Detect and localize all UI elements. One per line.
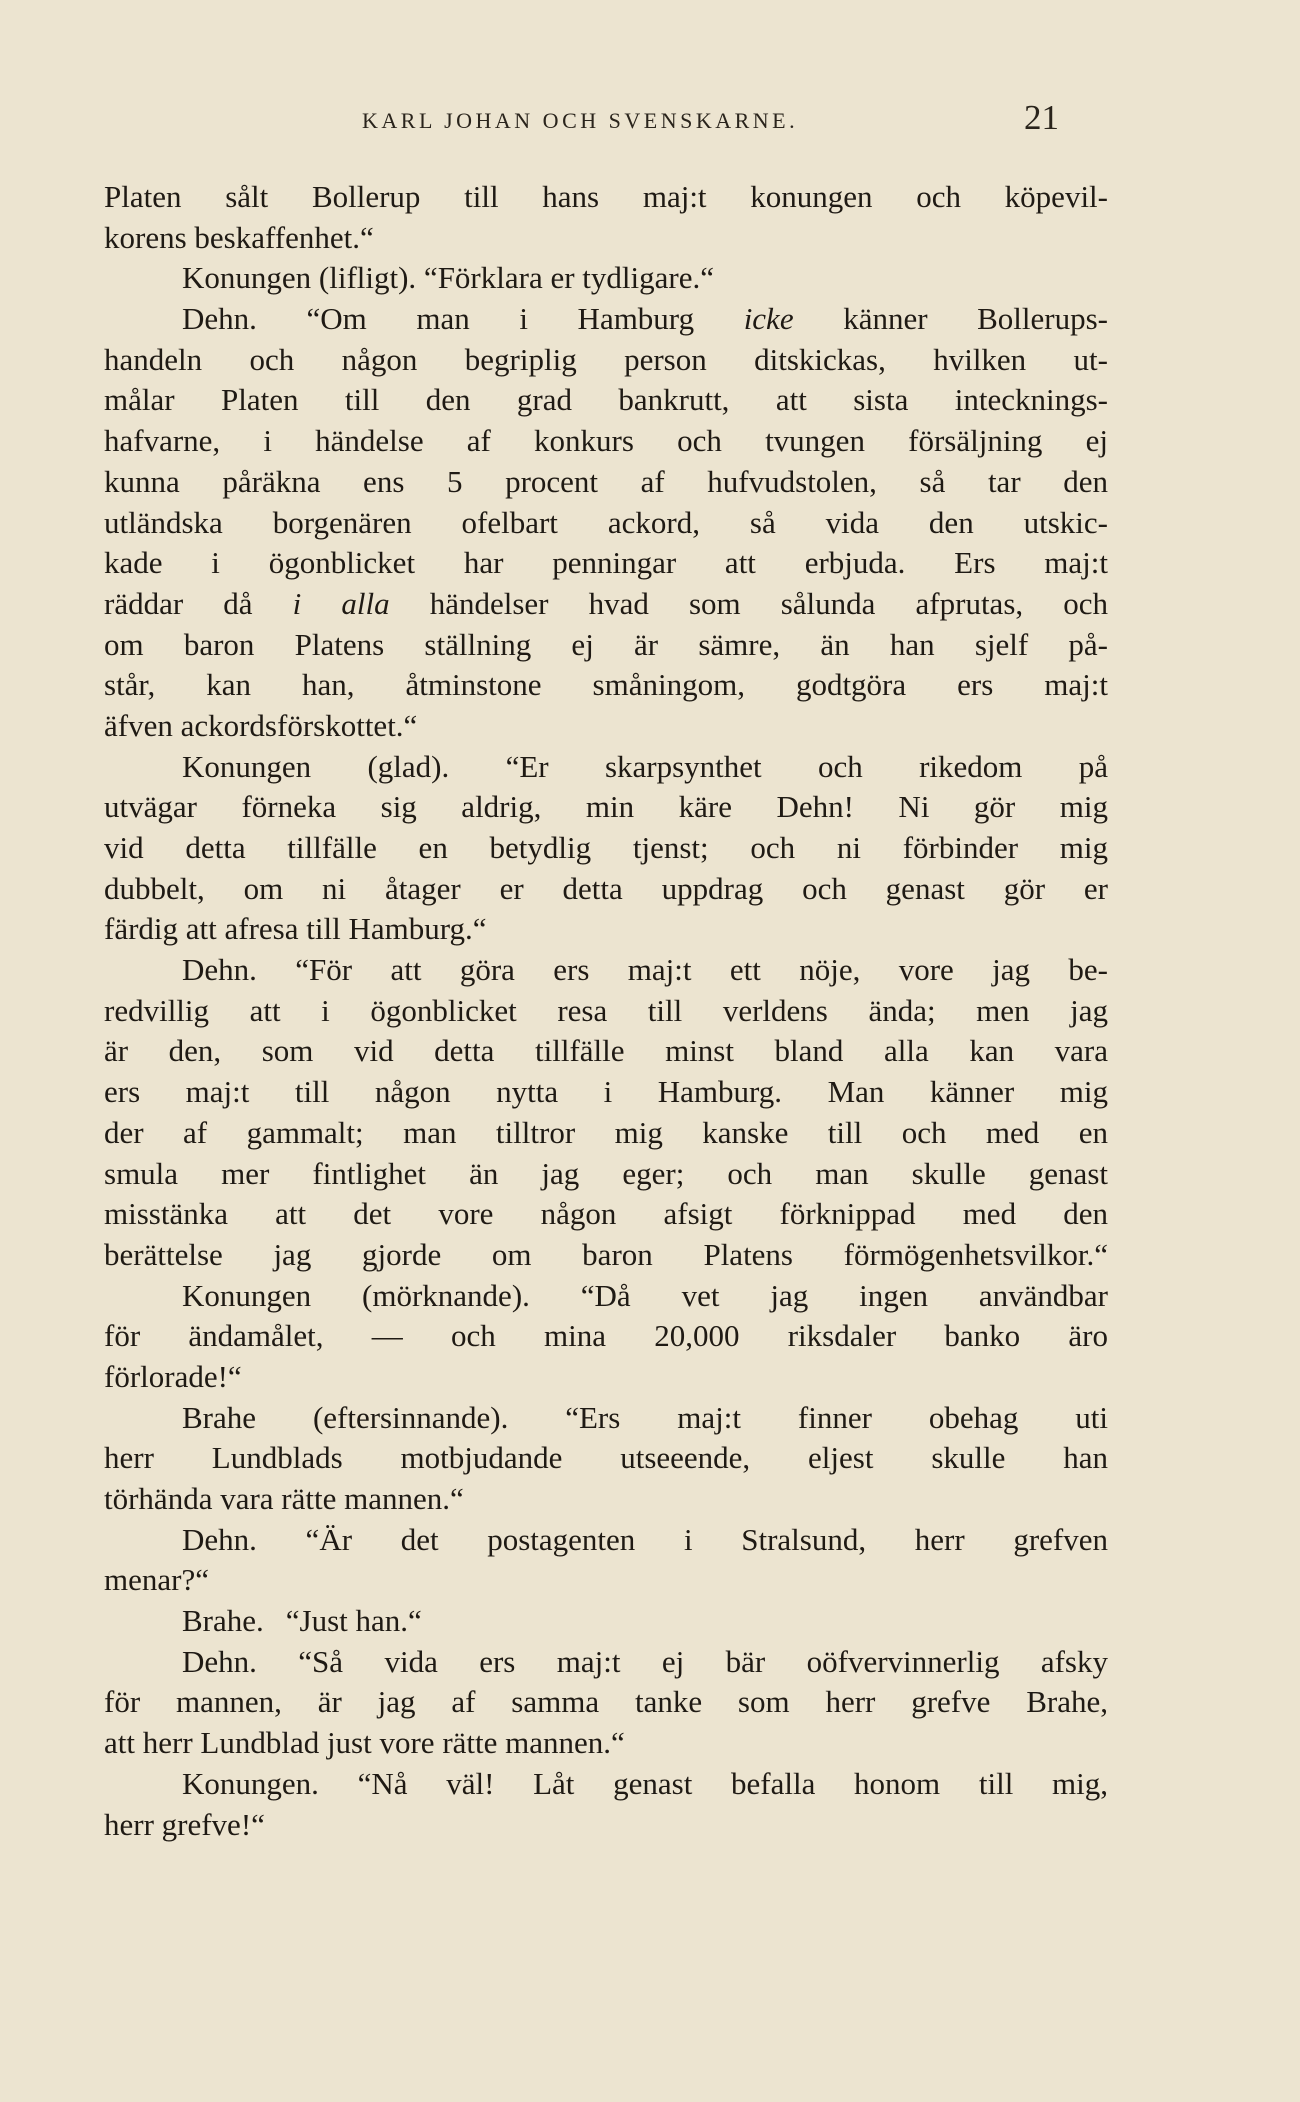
text-line: kade i ögonblicket har penningar att erbjuda. Ers maj:t — [104, 545, 1108, 581]
text-line: Konungen (lifligt). “Förklara er tydligare.“ — [182, 260, 714, 296]
text-line — [104, 1601, 1108, 1642]
text-line: smula mer fintlighet än jag eger; och man skulle genast — [104, 1155, 1108, 1191]
text-span: “Just han.“ — [285, 1603, 422, 1639]
text-line — [104, 299, 1108, 340]
text-line: förlorade!“ — [104, 1358, 242, 1394]
text-line: hafvarne, i händelse af konkurs och tvungen försäljning ej — [104, 423, 1108, 459]
text-line: färdig att afresa till Hamburg.“ — [104, 911, 487, 947]
page-header — [0, 98, 1300, 148]
text-span: räddar då — [104, 585, 253, 621]
text-line: Konungen (mörknande). “Då vet jag ingen användbar — [182, 1277, 1108, 1313]
text-line: är den, som vid detta tillfälle minst bland alla kan vara — [104, 1033, 1108, 1069]
text-line: kunna påräkna ens 5 procent af hufvudstolen, så tar den — [104, 463, 1108, 499]
text-line: menar?“ — [104, 1562, 209, 1598]
text-line: äfven ackordsförskottet.“ — [104, 707, 418, 743]
text-line: står, kan han, åtminstone småningom, godtgöra ers maj:t — [104, 667, 1108, 703]
text-line: törhända vara rätte mannen.“ — [104, 1481, 464, 1516]
text-line: Dehn. “Så vida ers maj:t ej bär oöfvervinnerlig afsky — [182, 1643, 1108, 1679]
running-head: KARL JOHAN OCH SVENSKARNE. — [362, 108, 799, 133]
text-line: utvägar förneka sig aldrig, min käre Dehn! Ni gör mig — [104, 789, 1108, 825]
page-number: 21 — [1024, 98, 1059, 137]
text-line: redvillig att i ögonblicket resa till verldens ända; men jag — [104, 992, 1108, 1028]
text-line: Brahe (eftersinnande). “Ers maj:t finner obehag uti — [182, 1399, 1108, 1435]
text-line: der af gammalt; man tilltror mig kanske till och med en — [104, 1114, 1108, 1150]
text-line: ers maj:t till någon nytta i Hamburg. Man känner mig — [104, 1074, 1108, 1110]
body-text — [104, 177, 1108, 1845]
text-line: herr grefve!“ — [104, 1806, 265, 1842]
text-line: Konungen (glad). “Er skarpsynthet och rikedom på — [182, 748, 1108, 784]
text-line: för mannen, är jag af samma tanke som herr grefve Brahe, — [104, 1684, 1108, 1720]
text-line: Konungen. “Nå väl! Låt genast befalla honom till mig, — [182, 1765, 1108, 1801]
text-line: att herr Lundblad just vore rätte mannen.“ — [104, 1725, 625, 1761]
text-line: korens beskaffenhet.“ — [104, 219, 374, 255]
text-line: dubbelt, om ni åtager er detta uppdrag och genast gör er — [104, 870, 1108, 906]
text-line: Dehn. “För att göra ers maj:t ett nöje, vore jag be- — [182, 952, 1108, 988]
text-line: handeln och någon begriplig person ditskickas, hvilken ut- — [104, 341, 1108, 377]
text-line: vid detta tillfälle en betydlig tjenst; och ni förbinder mig — [104, 830, 1108, 865]
italic-word: icke — [743, 301, 794, 337]
text-line: målar Platen till den grad bankrutt, att sista intecknings- — [104, 382, 1108, 418]
text-line: om baron Platens ställning ej är sämre, än han sjelf på- — [104, 626, 1108, 662]
text-line: för ändamålet, — och mina 20,000 riksdaler banko äro — [104, 1318, 1108, 1354]
text-span: Brahe. — [182, 1603, 264, 1639]
text-line: berättelse jag gjorde om baron Platens förmögenhetsvilkor.“ — [104, 1236, 1108, 1272]
text-span: händelser hvad som sålunda afprutas, och — [429, 585, 1108, 621]
text-span: Dehn. “Om man i Hamburg — [182, 301, 695, 337]
text-line: herr Lundblads motbjudande utseeende, eljest skulle han — [104, 1440, 1108, 1476]
text-span: känner Bollerups- — [843, 301, 1109, 337]
text-line: Dehn. “Är det postagenten i Stralsund, herr grefven — [182, 1521, 1108, 1557]
text-line — [104, 584, 1108, 625]
italic-word: i alla — [292, 585, 390, 621]
text-line: misstänka att det vore någon afsigt förknippad med den — [104, 1196, 1108, 1232]
text-line: utländska borgenären ofelbart ackord, så vida den utskic- — [104, 504, 1108, 540]
text-line: Platen sålt Bollerup till hans maj:t konungen och köpevil- — [104, 179, 1108, 214]
